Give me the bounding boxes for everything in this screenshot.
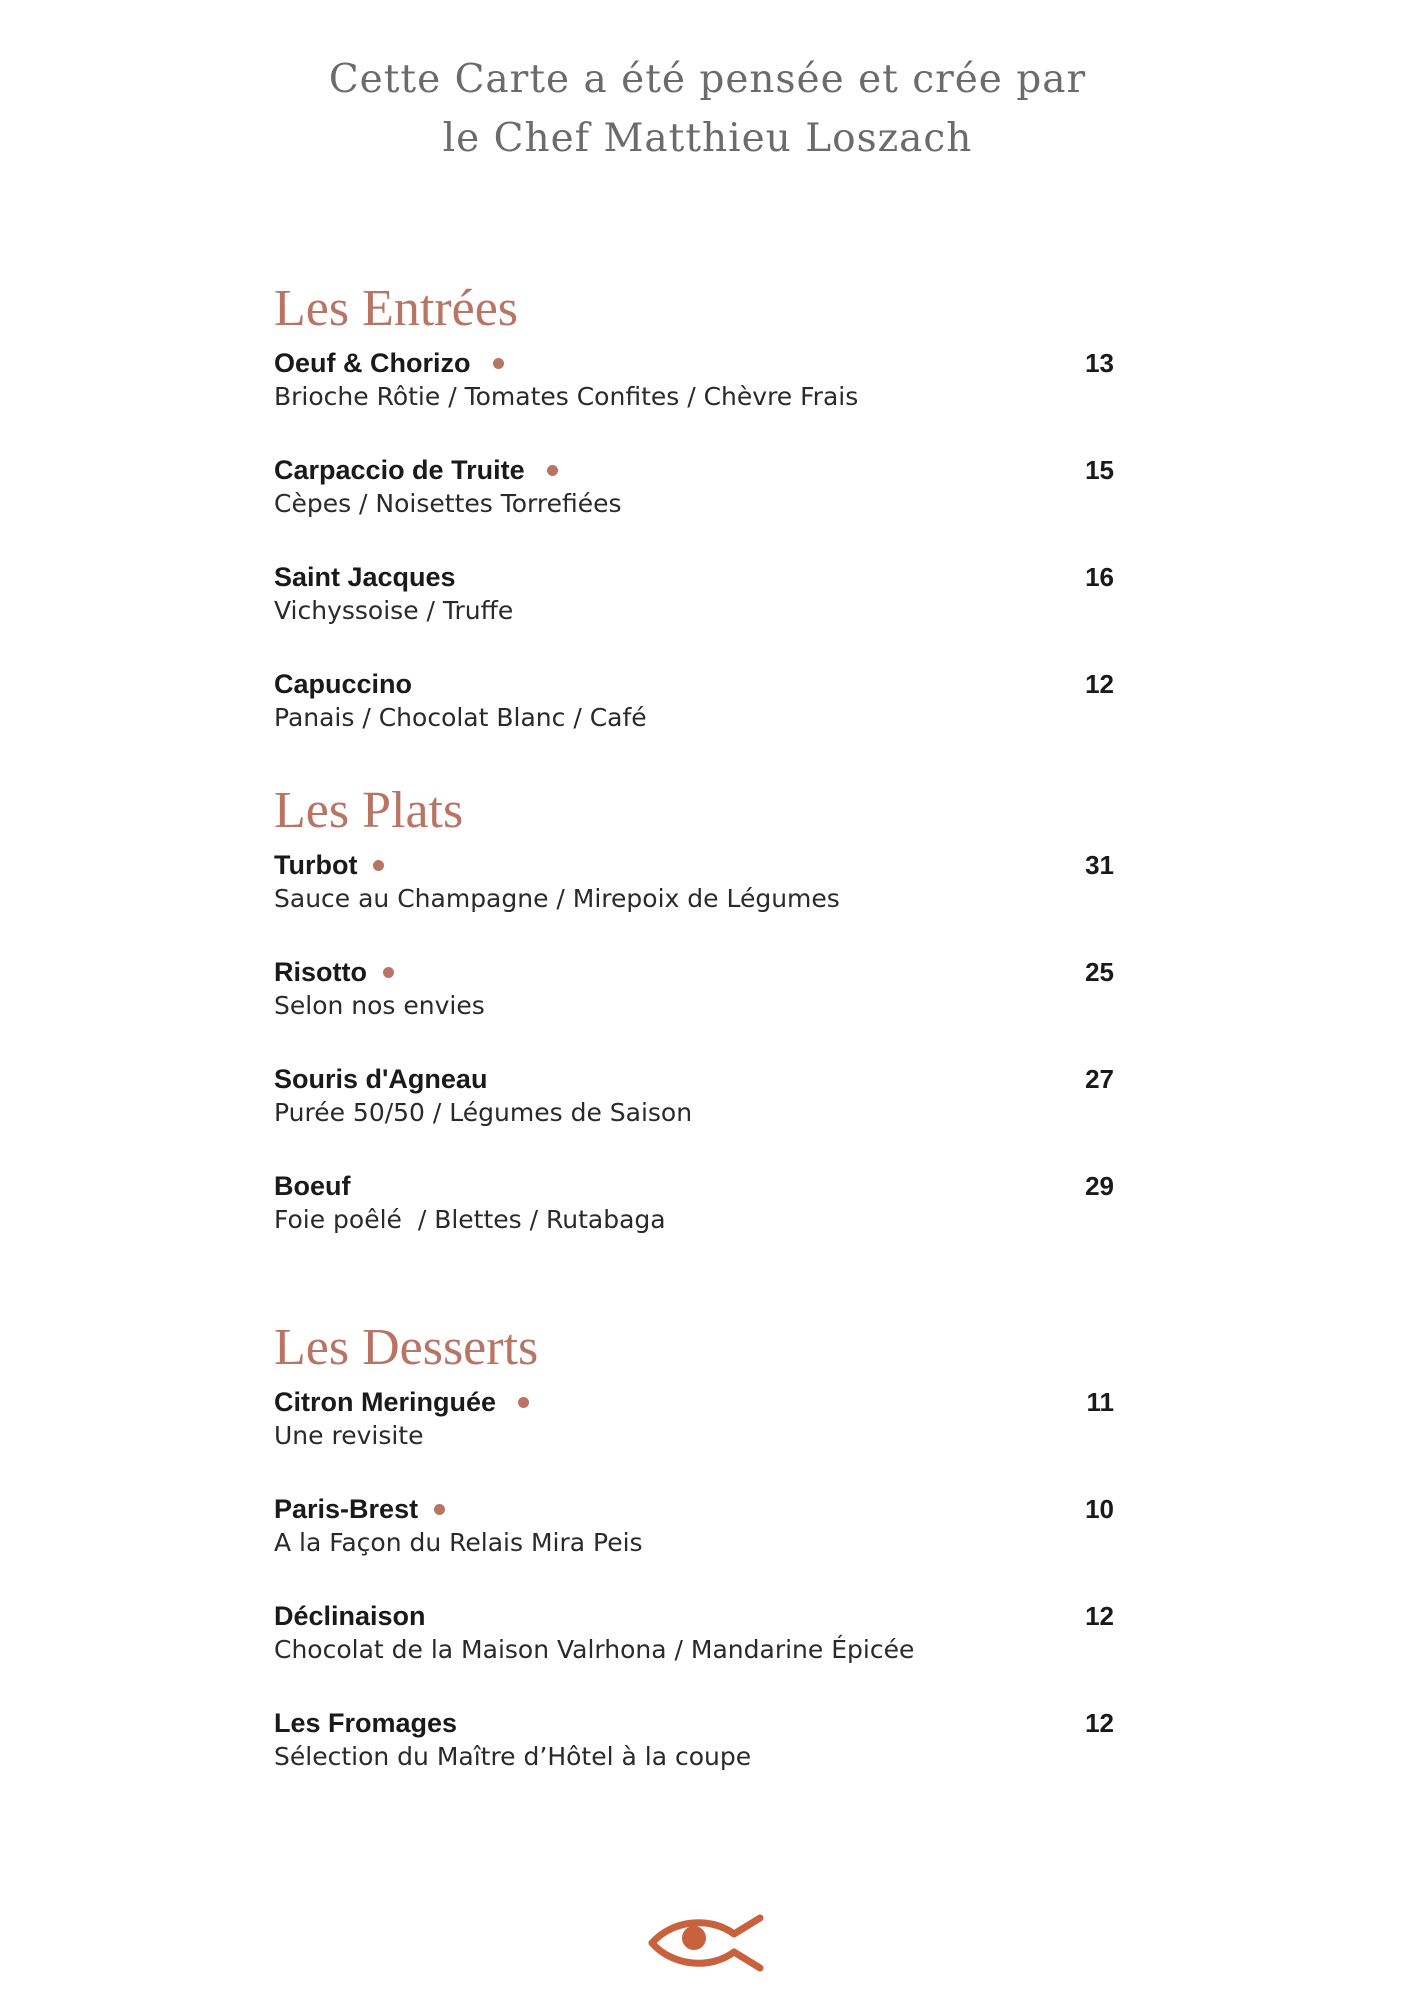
marker-dot-icon (547, 465, 558, 476)
dish-name: Capuccino (274, 668, 413, 699)
section-title-entrees: Les Entrées (274, 280, 519, 337)
menu-item (274, 1385, 1114, 1465)
menu-item (274, 346, 1114, 426)
menu-item (274, 1706, 1114, 1786)
dish-price: 27 (1085, 1064, 1114, 1094)
dish-price: 12 (1085, 1601, 1114, 1631)
dish-description: Une revisite (274, 1421, 424, 1450)
menu-item (274, 1599, 1114, 1679)
dish-price: 10 (1085, 1494, 1114, 1524)
dish-name: Saint Jacques (274, 561, 456, 592)
marker-dot-icon (383, 967, 394, 978)
dish-description: Panais / Chocolat Blanc / Café (274, 703, 647, 732)
menu-item (274, 1492, 1114, 1572)
marker-dot-icon (434, 1504, 445, 1515)
dish-description: Chocolat de la Maison Valrhona / Mandarine Épicée (274, 1635, 915, 1664)
dish-description: Foie poêlé / Blettes / Rutabaga (274, 1205, 666, 1234)
dish-price: 16 (1085, 562, 1114, 592)
dish-name: Carpaccio de Truite (274, 454, 525, 485)
menu-item (274, 848, 1114, 928)
dish-description: A la Façon du Relais Mira Peis (274, 1528, 643, 1557)
dish-description: Sélection du Maître d’Hôtel à la coupe (274, 1742, 752, 1771)
dish-name: Oeuf & Chorizo (274, 347, 471, 378)
menu-item (274, 1169, 1114, 1249)
dish-price: 12 (1085, 669, 1114, 699)
dish-price: 11 (1086, 1387, 1114, 1417)
dish-description: Vichyssoise / Truffe (274, 596, 514, 625)
menu-intro (0, 50, 1415, 168)
dish-description: Cèpes / Noisettes Torrefiées (274, 489, 622, 518)
dish-name: Paris-Brest (274, 1493, 419, 1524)
dish-description: Brioche Rôtie / Tomates Confites / Chèvre Frais (274, 382, 859, 411)
intro-line-1: Cette Carte a été pensée et crée par (328, 57, 1087, 102)
menu-item (274, 1062, 1114, 1142)
dish-price: 31 (1085, 850, 1114, 880)
dish-price: 29 (1085, 1171, 1114, 1201)
section-title-desserts: Les Desserts (274, 1319, 539, 1376)
dish-name: Risotto (274, 956, 367, 987)
menu-item (274, 453, 1114, 533)
marker-dot-icon (373, 860, 384, 871)
menu-item (274, 667, 1114, 747)
dish-price: 12 (1085, 1708, 1114, 1738)
dish-price: 25 (1085, 957, 1114, 987)
marker-dot-icon (518, 1397, 529, 1408)
dish-name: Les Fromages (274, 1707, 458, 1738)
dish-name: Déclinaison (274, 1600, 426, 1631)
section-title-plats: Les Plats (274, 782, 464, 839)
dish-description: Selon nos envies (274, 991, 485, 1020)
dish-name: Citron Meringuée (274, 1386, 497, 1417)
dish-name: Turbot (274, 849, 358, 880)
menu-item (274, 560, 1114, 640)
dish-description: Sauce au Champagne / Mirepoix de Légumes (274, 884, 840, 913)
dish-price: 13 (1085, 348, 1114, 378)
dish-name: Souris d'Agneau (274, 1063, 488, 1094)
menu-item (274, 955, 1114, 1035)
fish-eye-logo-icon (648, 1914, 770, 1972)
marker-dot-icon (493, 358, 504, 369)
dish-name: Boeuf (274, 1170, 351, 1201)
intro-line-2: le Chef Matthieu Loszach (442, 116, 973, 161)
dish-description: Purée 50/50 / Légumes de Saison (274, 1098, 693, 1127)
dish-price: 15 (1085, 455, 1114, 485)
